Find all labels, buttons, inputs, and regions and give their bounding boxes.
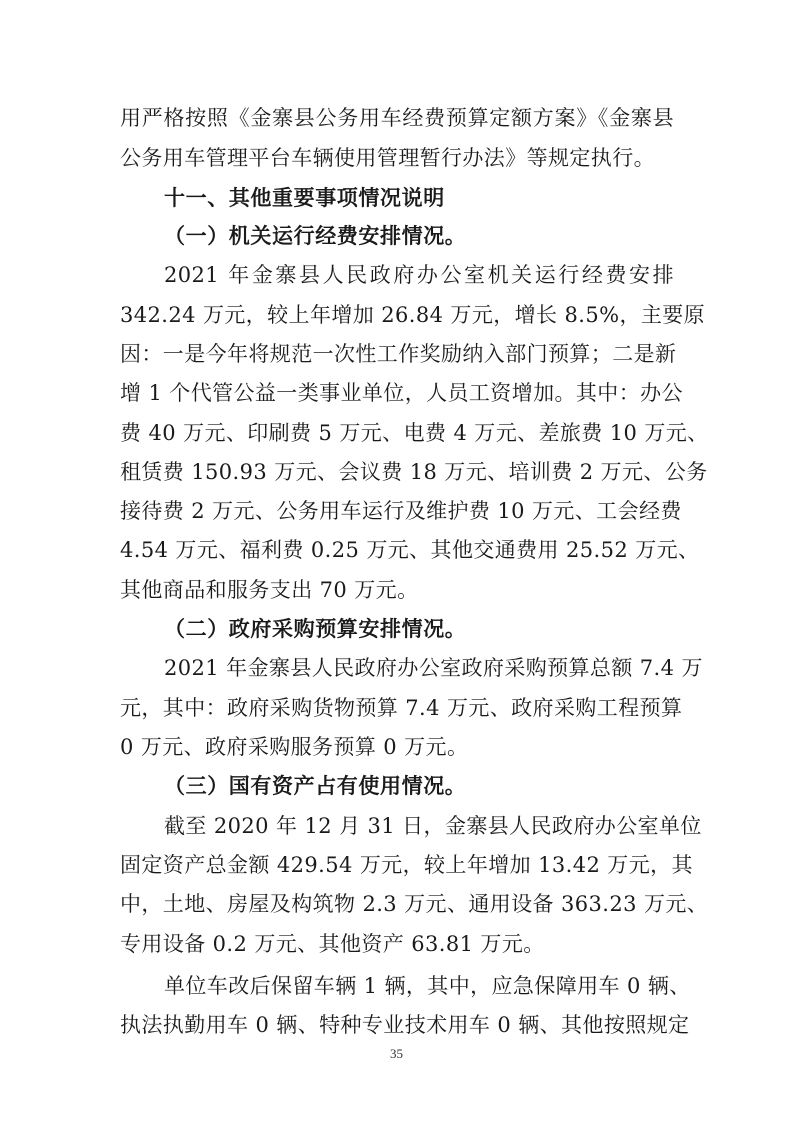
paragraph-line: 其他商品和服务支出 70 万元。 (120, 578, 419, 602)
paragraph-line: 342.24 万元，较上年增加 26.84 万元，增长 8.5%，主要原 (120, 303, 706, 327)
subsection-heading: （三）国有资产占有使用情况。 (164, 774, 467, 798)
paragraph-line: 中，土地、房屋及构筑物 2.3 万元、通用设备 363.23 万元、 (120, 892, 709, 916)
page-number: 35 (390, 1046, 403, 1061)
paragraph-line: 增 1 个代管公益一类事业单位，人员工资增加。其中：办公 (120, 381, 683, 405)
paragraph-line: 4.54 万元、福利费 0.25 万元、其他交通费用 25.52 万元、 (120, 538, 700, 562)
paragraph-line: 元，其中：政府采购货物预算 7.4 万元、政府采购工程预算 (120, 696, 683, 720)
paragraph-line: 2021 年金寨县人民政府办公室机关运行经费安排 (164, 263, 674, 287)
paragraph-line: 执法执勤用车 0 辆、特种专业技术用车 0 辆、其他按照规定 (120, 1013, 690, 1037)
subsection-heading: （二）政府采购预算安排情况。 (164, 617, 467, 641)
subsection-heading: （一）机关运行经费安排情况。 (164, 224, 467, 248)
paragraph-line: 因：一是今年将规范一次性工作奖励纳入部门预算；二是新 (120, 342, 677, 366)
paragraph-line: 0 万元、政府采购服务预算 0 万元。 (120, 735, 469, 759)
paragraph-line: 公务用车管理平台车辆使用管理暂行办法》等规定执行。 (120, 146, 655, 170)
paragraph-line: 专用设备 0.2 万元、其他资产 63.81 万元。 (120, 932, 545, 956)
paragraph-line: 截至 2020 年 12 月 31 日，金寨县人民政府办公室单位 (164, 814, 702, 838)
paragraph-line: 费 40 万元、印刷费 5 万元、电费 4 万元、差旅费 10 万元、 (120, 421, 709, 445)
paragraph-line: 接待费 2 万元、公务用车运行及维护费 10 万元、工会经费 (120, 499, 682, 523)
paragraph-line: 固定资产总金额 429.54 万元，较上年增加 13.42 万元，其 (120, 853, 693, 877)
paragraph-line: 单位车改后保留车辆 1 辆，其中，应急保障用车 0 辆、 (164, 974, 691, 998)
paragraph-line: 用严格按照《金寨县公务用车经费预算定额方案》《金寨县 (120, 106, 674, 130)
section-heading: 十一、其他重要事项情况说明 (164, 186, 445, 210)
paragraph-line: 2021 年金寨县人民政府办公室政府采购预算总额 7.4 万 (164, 656, 703, 680)
paragraph-line: 租赁费 150.93 万元、会议费 18 万元、培训费 2 万元、公务 (120, 460, 708, 484)
